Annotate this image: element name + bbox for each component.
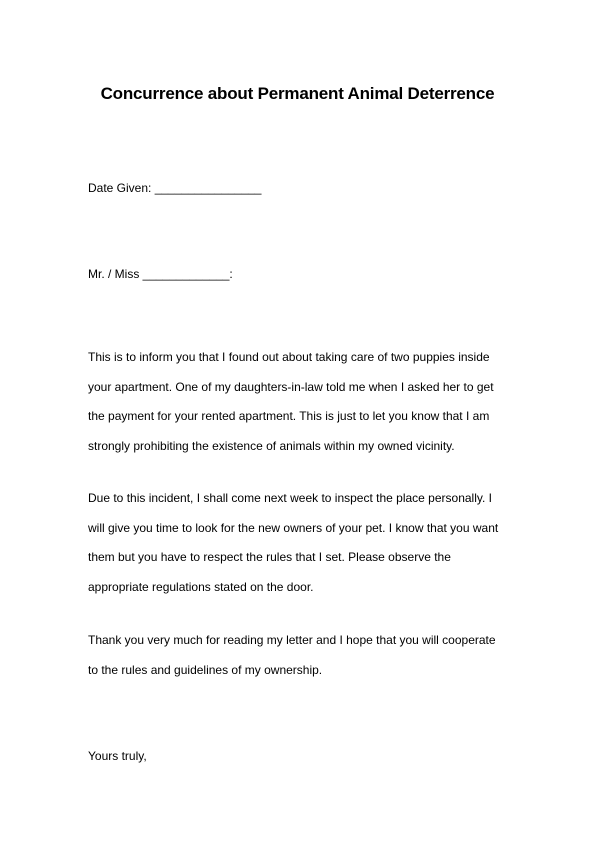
body-paragraph-3: Thank you very much for reading my letter and I hope that you will cooperate to the rules and guidelines of my ownership. bbox=[88, 633, 496, 677]
document-title: Concurrence about Permanent Animal Deterrence bbox=[100, 84, 495, 103]
salutation-line: Mr. / Miss _____________: bbox=[88, 267, 233, 281]
body-paragraph-2: Due to this incident, I shall come next week to inspect the place personally. I will give you time to look for the new owners of your pet. I know that you want them but you have to respect the rules that I set. Please observe the appropriate regulations stated on the door. bbox=[88, 491, 499, 594]
date-given-line: Date Given: ________________ bbox=[88, 181, 262, 195]
closing-line: Yours truly, bbox=[88, 749, 147, 763]
body-paragraph-1: This is to inform you that I found out about taking care of two puppies inside your apartment. One of my daughters-in-law told me when I asked her to get the payment for your rented apartment. This is just to let you know that I am strongly prohibiting the existence of animals within my owned vicinity. bbox=[88, 350, 494, 453]
